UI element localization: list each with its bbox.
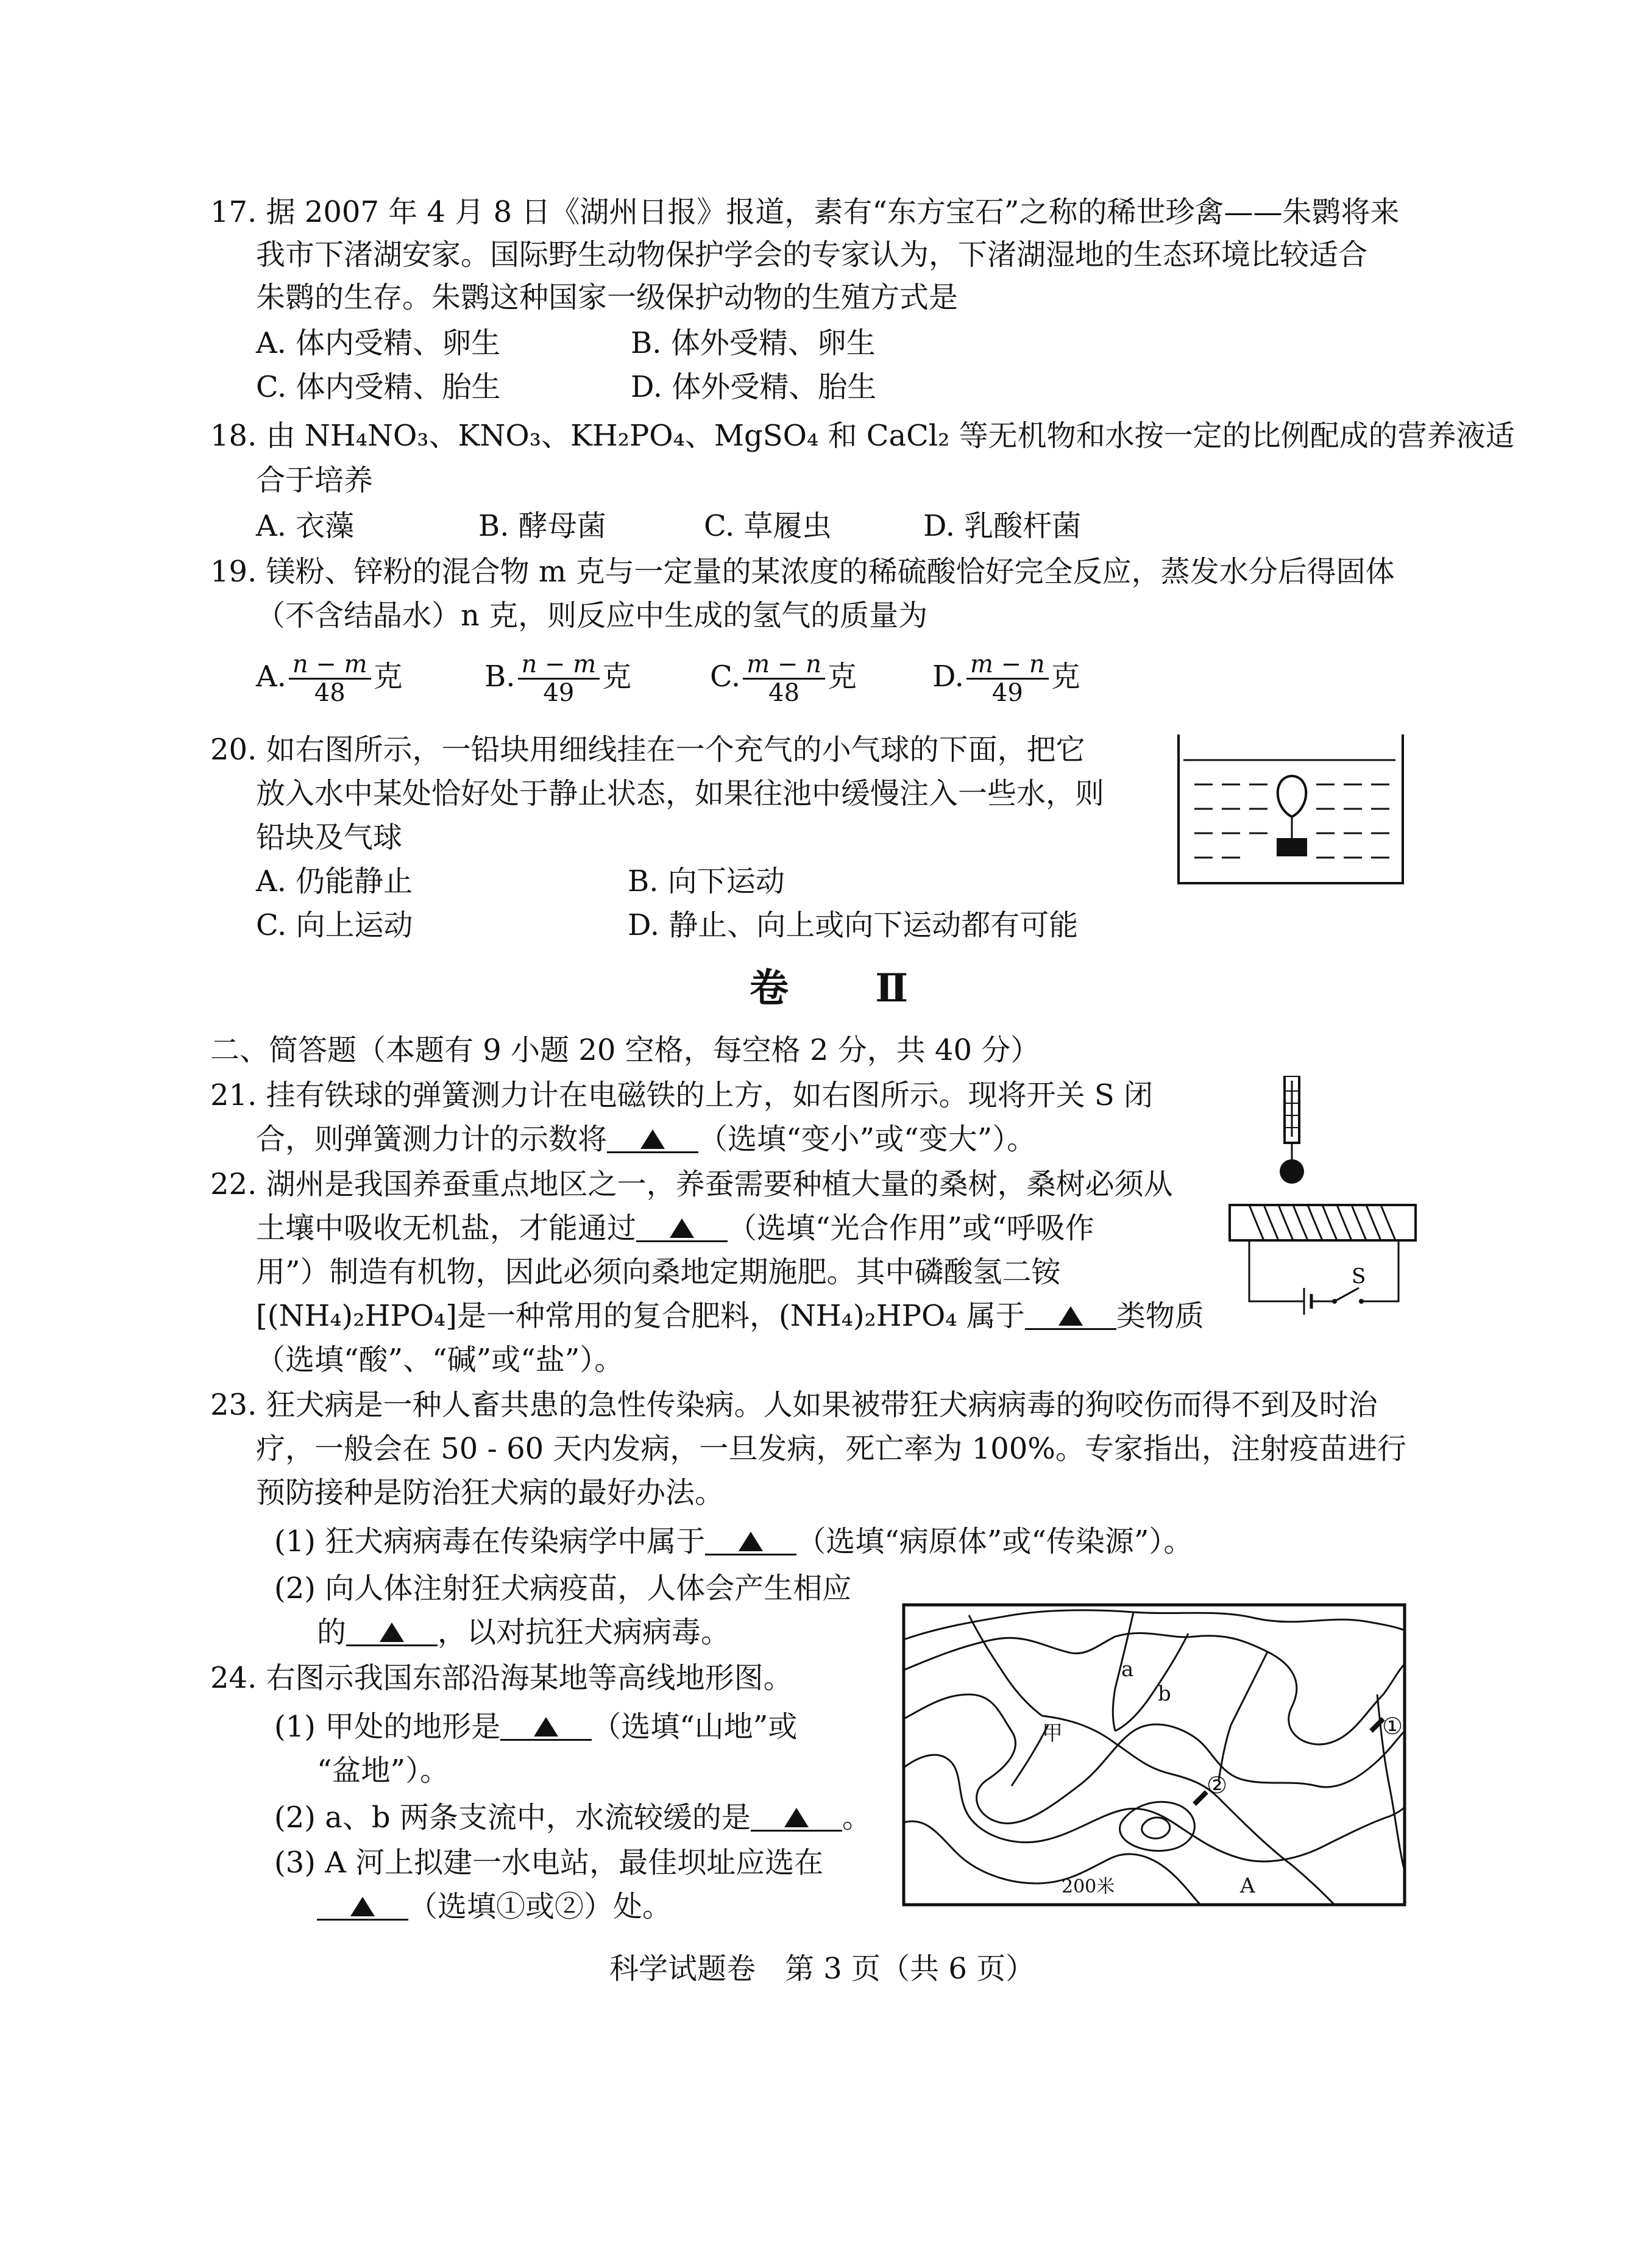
- answer-blank: [607, 1127, 698, 1153]
- q19-line2: （不含结晶水）n 克，则反应中生成的氢气的质量为: [256, 599, 928, 633]
- electromagnet-figure: [1225, 1076, 1426, 1317]
- q21-line1: 21. 挂有铁球的弹簧测力计在电磁铁的上方，如右图所示。现将开关 S 闭: [210, 1078, 1153, 1112]
- triangle-marker-icon: [640, 1129, 665, 1149]
- q17-line2: 我市下渚湖安家。国际野生动物保护学会的专家认为，下渚湖湿地的生态环境比较适合: [256, 238, 1368, 272]
- section2-heading: 二、简答题（本题有 9 小题 20 空格，每空格 2 分，共 40 分）: [210, 1033, 1040, 1067]
- q24-sub3-line1: (3) A 河上拟建一水电站，最佳坝址应选在: [274, 1846, 824, 1880]
- answer-blank: [751, 1805, 842, 1832]
- q17-option-a: A. 体内受精、卵生: [256, 326, 501, 360]
- q20-option-b: B. 向下运动: [628, 864, 785, 898]
- map-river-label: A: [1240, 1874, 1255, 1898]
- q23-line2: 疗，一般会在 50 - 60 天内发病，一旦发病，死亡率为 100%。专家指出，注射疫苗进行: [256, 1432, 1406, 1466]
- q20-option-a: A. 仍能静止: [256, 864, 413, 898]
- q18-option-d: D. 乳酸杆菌: [923, 509, 1082, 543]
- q22-line5: （选填“酸”、“碱”或“盐”）。: [256, 1343, 624, 1377]
- q18-option-a: A. 衣藻: [256, 509, 355, 543]
- q23-line1: 23. 狂犬病是一种人畜共患的急性传染病。人如果被带狂犬病病毒的狗咬伤而得不到及时治: [210, 1388, 1378, 1422]
- answer-blank: [636, 1216, 728, 1242]
- triangle-marker-icon: [784, 1808, 809, 1827]
- q18-line2: 合于培养: [256, 463, 374, 497]
- q21-line2: 合，则弹簧测力计的示数将 （选填“变小”或“变大”）。: [256, 1122, 1037, 1156]
- answer-blank: [705, 1529, 796, 1555]
- q24-sub1-line1: (1) 甲处的地形是 （选填“山地”或: [274, 1710, 798, 1744]
- map-site-2: ②: [1207, 1772, 1228, 1799]
- triangle-marker-icon: [1058, 1306, 1083, 1326]
- q23-sub2-line1: (2) 向人体注射狂犬病疫苗，人体会产生相应: [274, 1571, 852, 1605]
- map-label-a: a: [1121, 1657, 1134, 1682]
- answer-blank: [317, 1894, 408, 1921]
- q24-sub1-line2: “盆地”）。: [317, 1754, 450, 1788]
- q17-option-c: C. 体内受精、胎生: [256, 370, 501, 404]
- q22-line2: 土壤中吸收无机盐，才能通过 （选填“光合作用”或“呼吸作: [256, 1211, 1094, 1245]
- map-site-1: ①: [1382, 1713, 1403, 1740]
- q23-line3: 预防接种是防治狂犬病的最好办法。: [256, 1476, 725, 1510]
- q17-line1: 17. 据 2007 年 4 月 8 日《湖州日报》报道，素有“东方宝石”之称的稀世珍禽——朱鹮将来: [210, 195, 1400, 229]
- map-label-jia: 甲: [1042, 1721, 1063, 1746]
- triangle-marker-icon: [350, 1897, 375, 1916]
- map-contour-label: 200米: [1062, 1876, 1115, 1897]
- q20-option-c: C. 向上运动: [256, 908, 413, 942]
- q23-sub2-line2: 的 ，以对抗狂犬病病毒。: [317, 1615, 731, 1649]
- q22-line4: [(NH₄)₂HPO₄]是一种常用的复合肥料，(NH₄)₂HPO₄ 属于 类物质: [256, 1299, 1204, 1333]
- q19-line1: 19. 镁粉、锌粉的混合物 m 克与一定量的某浓度的稀硫酸恰好完全反应，蒸发水分后得固体: [210, 555, 1395, 589]
- q19-option-d: D. $\frac{m - n}{49}$ 克: [932, 650, 1080, 707]
- answer-blank: [346, 1620, 438, 1646]
- q20-option-d: D. 静止、向上或向下运动都有可能: [628, 908, 1079, 942]
- triangle-marker-icon: [534, 1717, 558, 1737]
- triangle-marker-icon: [739, 1532, 763, 1551]
- q22-line1: 22. 湖州是我国养蚕重点地区之一，养蚕需要种植大量的桑树，桑树必须从: [210, 1167, 1173, 1201]
- q19-option-a: A. $\frac{n - m}{48}$ 克: [256, 650, 403, 707]
- page-footer: 科学试题卷 第 3 页（共 6 页）: [609, 1952, 1035, 1986]
- contour-map-figure: [902, 1603, 1408, 1908]
- q19-option-b: B. $\frac{n - m}{49}$ 克: [484, 650, 632, 707]
- q18-option-b: B. 酵母菌: [478, 509, 606, 543]
- q20-line1: 20. 如右图所示，一铅块用细线挂在一个充气的小气球的下面，把它: [210, 733, 1085, 767]
- balloon-in-water-figure: [1176, 734, 1408, 887]
- q24-sub3-line2: （选填①或②）处。: [317, 1888, 672, 1925]
- q23-sub1: (1) 狂犬病病毒在传染病学中属于 （选填“病原体”或“传染源”）。: [274, 1524, 1193, 1559]
- answer-blank: [500, 1715, 592, 1741]
- q24-line1: 24. 右图示我国东部沿海某地等高线地形图。: [210, 1661, 793, 1695]
- triangle-marker-icon: [670, 1218, 694, 1238]
- section-title: 卷 Ⅱ: [750, 965, 945, 1011]
- q19-option-c: C. $\frac{m - n}{48}$ 克: [710, 650, 857, 707]
- q17-option-d: D. 体外受精、胎生: [631, 370, 877, 404]
- triangle-marker-icon: [380, 1623, 404, 1642]
- map-label-b: b: [1158, 1682, 1171, 1706]
- q17-option-b: B. 体外受精、卵生: [631, 326, 876, 360]
- q20-line2: 放入水中某处恰好处于静止状态，如果往池中缓慢注入一些水，则: [256, 777, 1105, 811]
- q18-option-c: C. 草履虫: [704, 509, 832, 543]
- q18-line1: 18. 由 NH₄NO₃、KNO₃、KH₂PO₄、MgSO₄ 和 CaCl₂ 等无机物和水按一定的比例配成的营养液适: [210, 419, 1515, 453]
- answer-blank: [1025, 1304, 1116, 1330]
- q22-line3: 用”）制造有机物，因此必须向桑地定期施肥。其中磷酸氢二铵: [256, 1255, 1061, 1289]
- q17-line3: 朱鹮的生存。朱鹮这种国家一级保护动物的生殖方式是: [256, 280, 959, 315]
- q20-line3: 铅块及气球: [256, 820, 403, 855]
- q24-sub2: (2) a、b 两条支流中，水流较缓的是 。: [274, 1801, 871, 1835]
- switch-label: S: [1352, 1264, 1366, 1289]
